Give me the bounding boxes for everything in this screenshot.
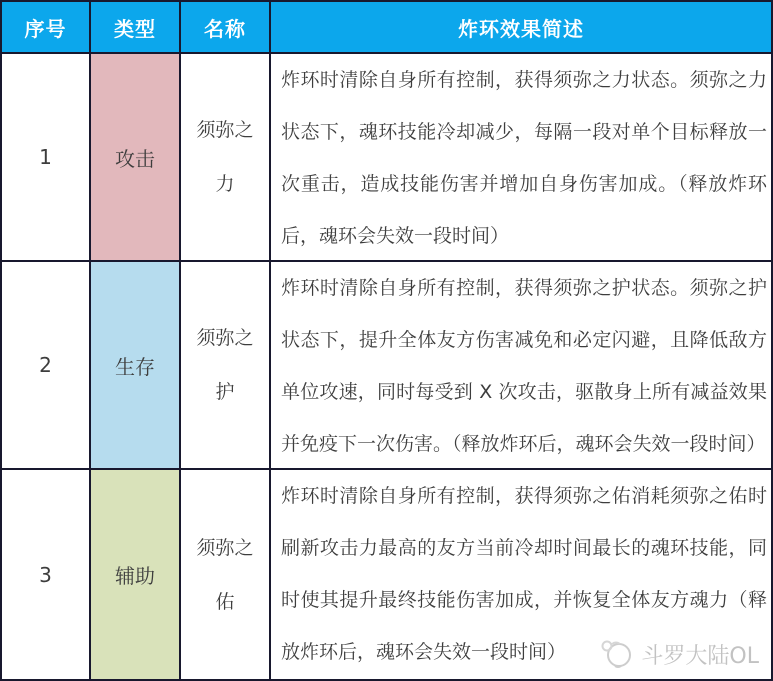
- header-cell-desc: 炸环效果简述: [271, 2, 771, 54]
- row-name-text: 须弥之护: [196, 327, 254, 403]
- row-name-text: 须弥之佑: [196, 536, 254, 613]
- row-description: 炸环时清除自身所有控制，获得须弥之力状态。须弥之力状态下，魂环技能冷却减少，每隔一段对单个目标释放一次重击，造成技能伤害并增加自身伤害加成。（释放炸环后，魂环会失效一段时间）: [271, 54, 771, 262]
- watermark-label: 斗罗大陆OL: [641, 643, 759, 669]
- row-index: 3: [2, 470, 91, 679]
- header-cell-type: 类型: [91, 2, 181, 54]
- row-index: 2: [2, 262, 91, 470]
- row-description: 炸环时清除自身所有控制，获得须弥之佑消耗须弥之佑时刷新攻击力最高的友方当前冷却时间最长的魂环技能，同时使其提升最终技能伤害加成，并恢复全体友方魂力（释放炸环后，魂环会失效一段时间）: [281, 485, 767, 663]
- row-index: 1: [2, 54, 91, 262]
- header-cell-index: 序号: [2, 2, 91, 54]
- row-type-badge: 辅助: [91, 470, 181, 679]
- row-description: 炸环时清除自身所有控制，获得须弥之护状态。须弥之护状态下，提升全体友方伤害减免和必定闪避，且降低敌方单位攻速，同时每受到 X 次攻击，驱散身上所有减益效果并免疫下一次伤害。（释放炸环后，魂环会失效一段时间）: [271, 262, 771, 470]
- header-cell-name: 名称: [181, 2, 271, 54]
- row-name-text: 须弥之力: [196, 119, 254, 195]
- row-type-badge: 攻击: [91, 54, 181, 262]
- row-type-badge: 生存: [91, 262, 181, 470]
- row-name: [181, 470, 271, 679]
- row-name: [181, 262, 271, 470]
- row-name: [181, 54, 271, 262]
